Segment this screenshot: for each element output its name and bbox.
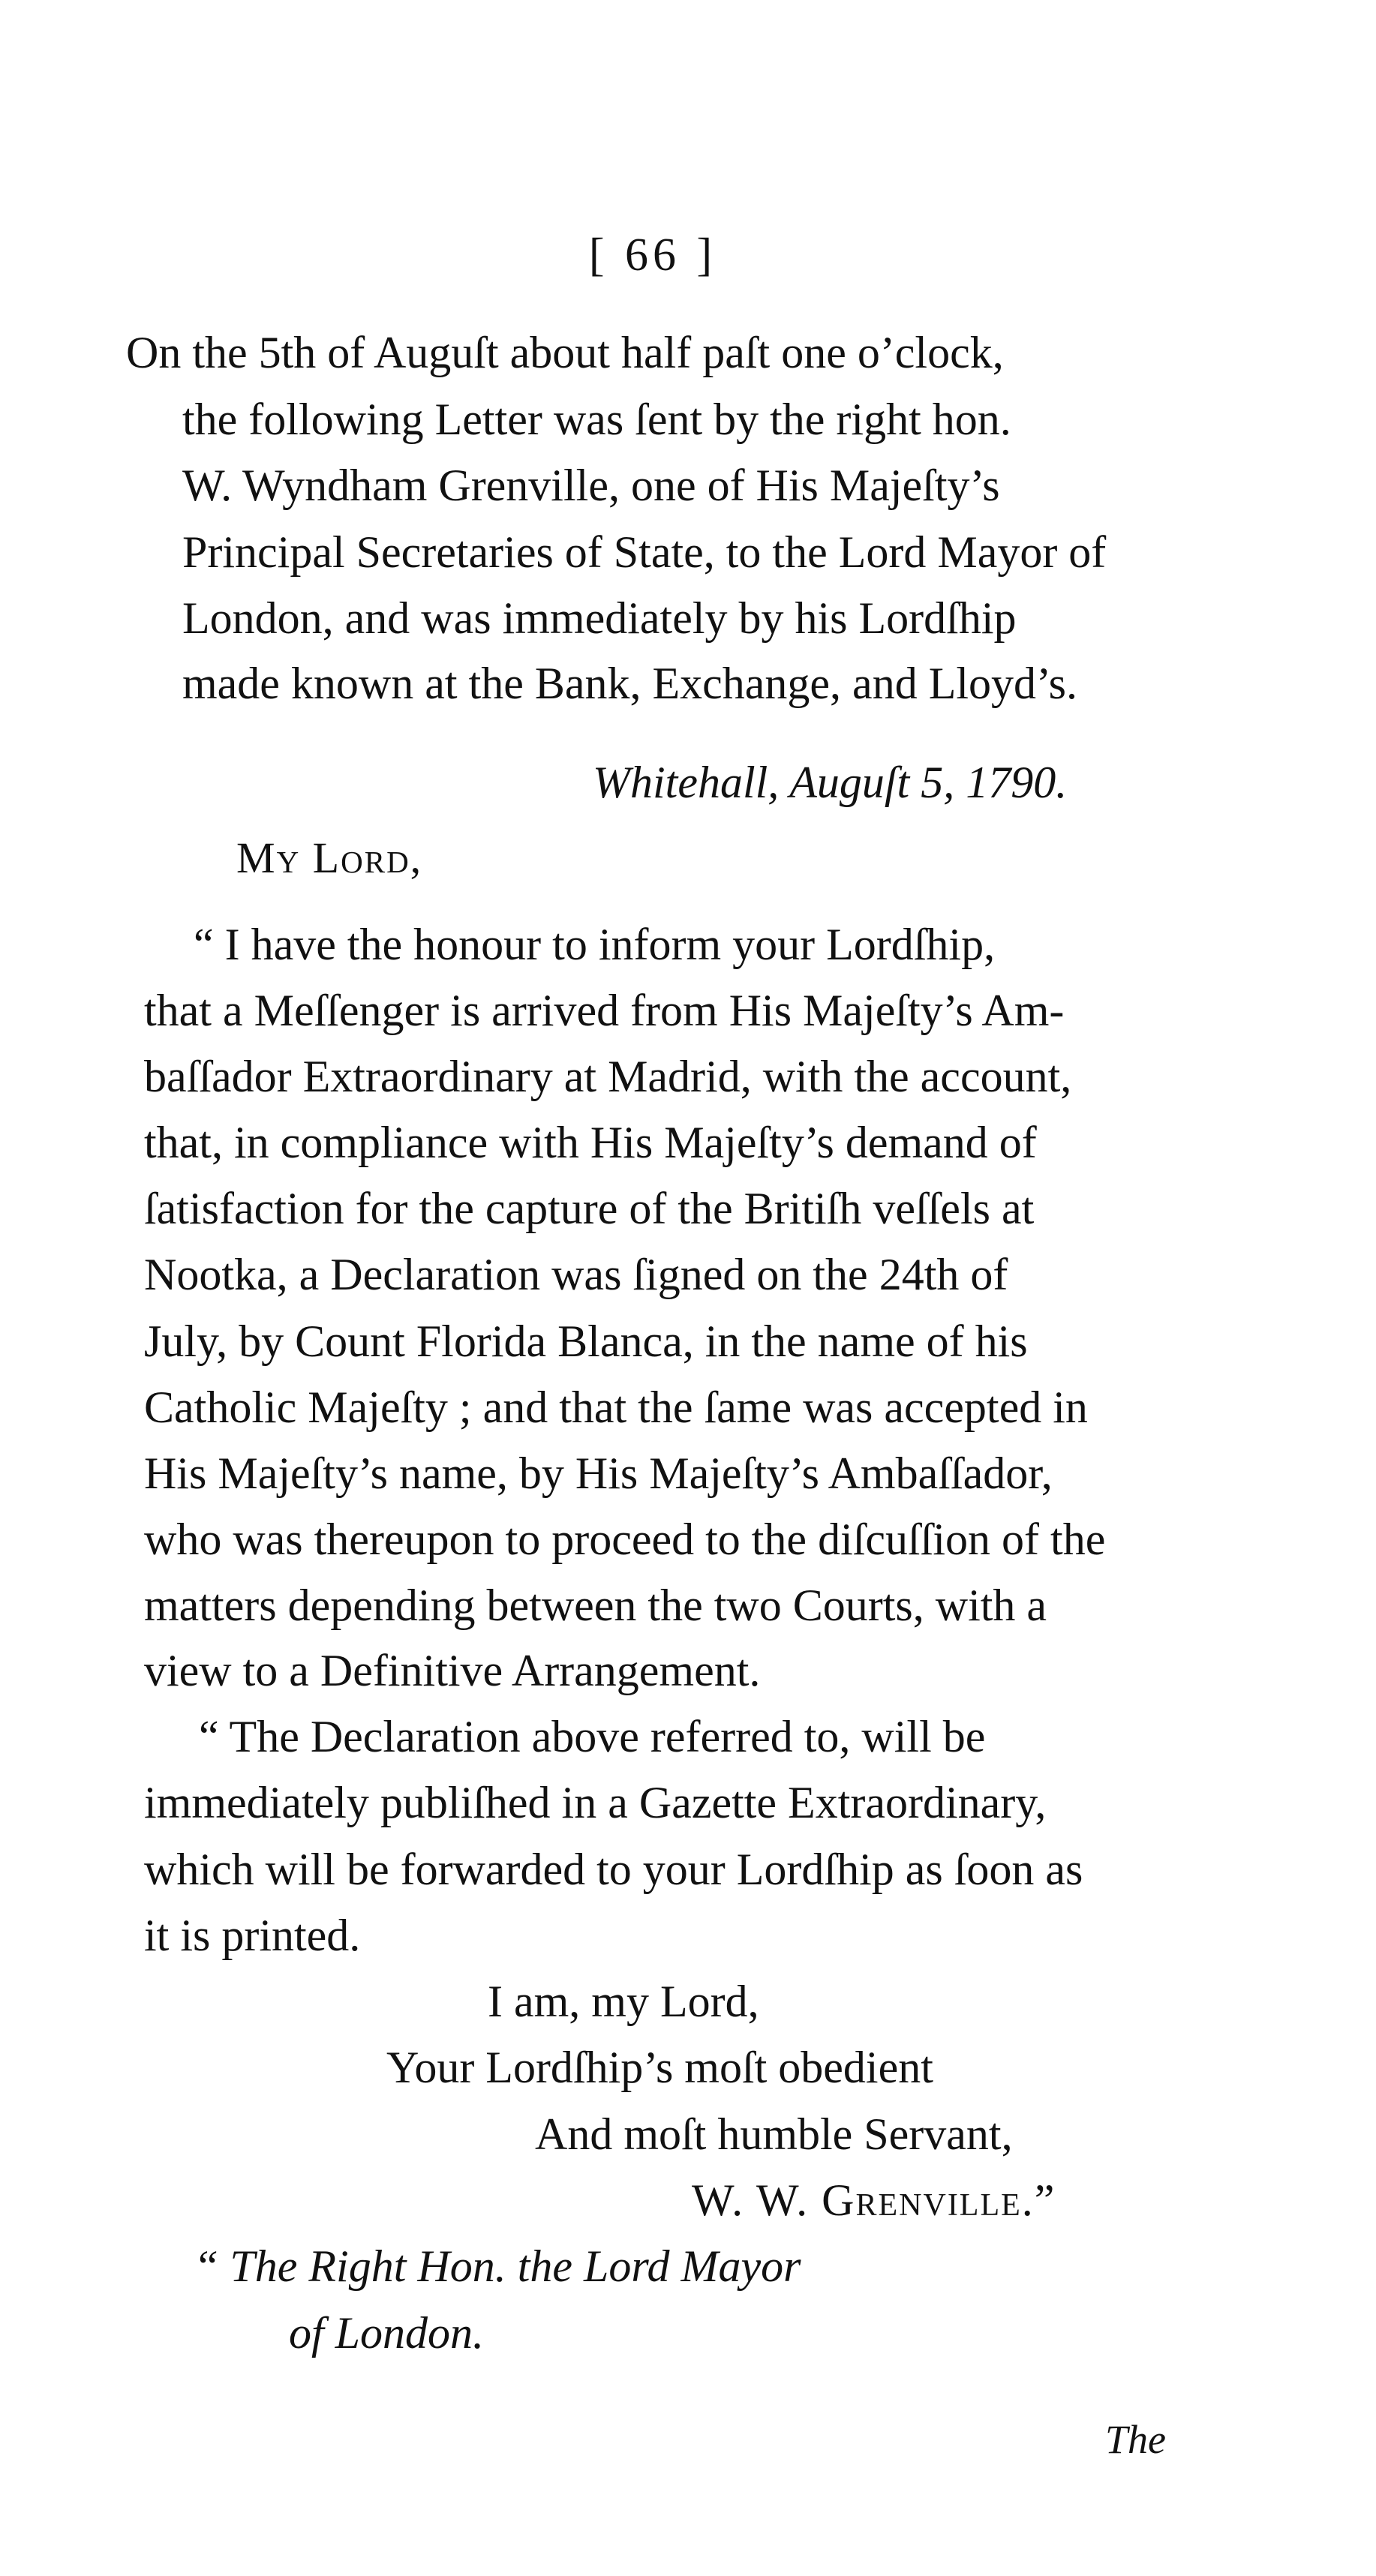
letter-paragraph-1-line-2: that a Meſſenger is arrived from His Majeſty’s Am- [144,986,1065,1035]
letter-paragraph-1-line-9: His Majeſty’s name, by His Majeſty’s Ambaſſador, [144,1449,1053,1498]
letter-paragraph-1-line-11: matters depending between the two Courts, with a [144,1581,1047,1630]
letter-paragraph-1-line-12: view to a Definitive Arrangement. [144,1646,761,1695]
intro-line-3: W. Wyndham Grenville, one of His Majeſty’s [182,461,1000,510]
catchword: The [1105,2417,1166,2462]
letter-paragraph-1-line-6: Nootka, a Declaration was ſigned on the 24th of [144,1250,1008,1299]
intro-line-4: Principal Secretaries of State, to the Lord Mayor of [182,527,1107,577]
letter-paragraph-1-line-5: ſatisfaction for the capture of the Britiſh veſſels at [144,1184,1035,1233]
intro-line-5: London, and was immediately by his Lordſhip [182,593,1017,643]
letter-address-line-2: of London. [289,2308,485,2358]
letter-dateline: Whitehall, Auguſt 5, 1790. [593,758,1068,807]
letter-paragraph-2-line-3: which will be forwarded to your Lordſhip as ſoon as [144,1845,1083,1894]
letter-closing-line-1: I am, my Lord, [488,1977,759,2026]
letter-closing-line-2: Your Lordſhip’s moſt obedient [386,2043,933,2092]
letter-paragraph-2-line-1: “ The Declaration above referred to, will be [199,1712,986,1761]
letter-paragraph-1-line-8: Catholic Majeſty ; and that the ſame was accepted in [144,1383,1088,1432]
intro-line-2: the following Letter was ſent by the right hon. [182,395,1011,444]
letter-address-line-1: “ The Right Hon. the Lord Mayor [194,2241,801,2291]
letter-paragraph-2-line-2: immediately publiſhed in a Gazette Extraordinary, [144,1778,1047,1827]
letter-paragraph-1-line-4: that, in compliance with His Majeſty’s demand of [144,1118,1037,1167]
letter-paragraph-1-line-3: baſſador Extraordinary at Madrid, with the account, [144,1052,1072,1101]
letter-paragraph-1-line-1: “ I have the honour to inform your Lordſhip, [194,920,996,969]
letter-closing-line-3: And moſt humble Servant, [535,2109,1013,2159]
letter-paragraph-2-line-4: it is printed. [144,1911,361,1960]
letter-paragraph-1-line-10: who was thereupon to proceed to the diſcuſſion of the [144,1515,1106,1564]
page-number: [ 66 ] [588,230,717,281]
intro-line-6: made known at the Bank, Exchange, and Lloyd’s. [182,659,1078,708]
intro-line-1: On the 5th of Auguſt about half paſt one o’clock, [126,328,1004,377]
letter-paragraph-1-line-7: July, by Count Florida Blanca, in the name of his [144,1317,1028,1366]
letter-salutation: My Lord, [236,833,423,882]
letter-signature: W. W. Grenville.” [692,2175,1056,2225]
